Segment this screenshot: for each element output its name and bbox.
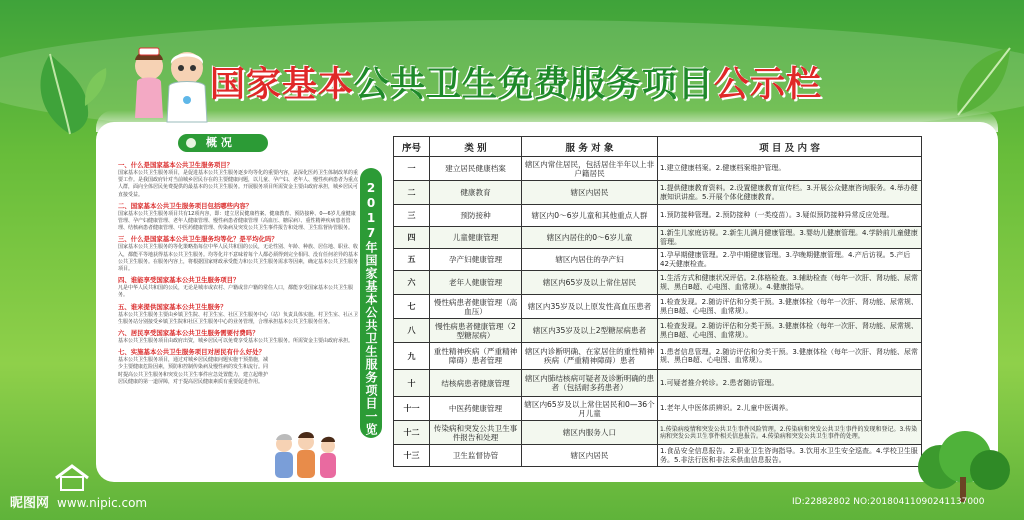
watermark-brand-name: 昵图网: [10, 496, 50, 511]
vertical-banner: [342, 168, 382, 438]
cell-no: 七: [394, 295, 430, 319]
cell-target: 辖区内65岁及以上常住居民: [522, 271, 658, 295]
overview-answer: 凡是中华人民共和国的公民，无论是城市或农村、户籍或非户籍的常住人口，都能享受国家基本公共卫生服务。: [118, 285, 354, 299]
header-items: 项 目 及 内 容: [658, 137, 922, 157]
cell-items: 1.孕早期健康管理。2.孕中期健康管理。3.孕晚期健康管理。4.产后访视。5.产后42天健康检查。: [658, 249, 922, 271]
cell-no: 三: [394, 205, 430, 227]
cell-items: 1.患者信息管理。2.随访评估和分类干预。3.健康体检（每年一次肝、肾功能、尿常规、黑白B超、心电图、血常规）。: [658, 343, 922, 370]
header-category: 类 别: [430, 137, 522, 157]
header-no: 序号: [394, 137, 430, 157]
overview-answer: 基本公共卫生服务项目由政府出资，城乡居民可以免费享受基本公共卫生服务。所需资金主要由政府承担。: [118, 338, 354, 345]
overview-section: [118, 276, 358, 299]
cell-items: 1.预防接种管理。2.预防接种（一类疫苗）。3.疑似预防接种异常反应处理。: [658, 205, 922, 227]
cell-no: 十三: [394, 445, 430, 467]
cell-category: 建立居民健康档案: [430, 157, 522, 181]
cell-category: 健康教育: [430, 181, 522, 205]
cell-no: 十二: [394, 421, 430, 445]
overview-section: [118, 235, 358, 273]
cell-target: 辖区内居民: [522, 445, 658, 467]
cell-category: 老年人健康管理: [430, 271, 522, 295]
cell-items: 1.老年人中医体质辨识。2.儿童中医调养。: [658, 397, 922, 421]
cell-items: 1.可疑者推介转诊。2.患者随访管理。: [658, 370, 922, 397]
overview-answer: 基本公共卫生服务项目，通过对城乡居民健康问题实施干预措施，减少主要健康危险因素，预防和控制传染病及慢性病的发生和流行。同时提高公共卫生服务和突发公共卫生事件应急处置能力，建立起维护居民健康的第一道屏障，对于提高居民健康素质有重要促进作用。: [118, 357, 269, 385]
cell-category: 预防接种: [430, 205, 522, 227]
table-header-row: [394, 137, 922, 157]
overview-question: 三、什么是国家基本公共卫生服务均等化？是平均化吗？: [118, 235, 278, 244]
cell-no: 八: [394, 319, 430, 343]
cell-category: 传染病和突发公共卫生事件报告和处理: [430, 421, 522, 445]
cell-no: 五: [394, 249, 430, 271]
leaf-right-icon: [948, 40, 1018, 120]
table-row: [394, 227, 922, 249]
table-row: [394, 271, 922, 295]
header-target: 服 务 对 象: [522, 137, 658, 157]
overview-answer: 国家基本公共卫生服务的等化策略指每位中华人民共和国的公民，无论性别、年龄、种族、居住地、职业、收入，都能平等地获得基本公共卫生服务。均等化并不意味着每个人都必须得到完全相同、没有任何差异的基本公共卫生服务。在服务内容上，将根据国家财政承受能力和公共卫生服务需求等因素，确定基本公共卫生服务项目。: [118, 244, 358, 273]
cell-no: 十一: [394, 397, 430, 421]
overview-tag: [178, 134, 268, 152]
cell-category: 儿童健康管理: [430, 227, 522, 249]
services-table: [393, 136, 922, 467]
cell-target: 辖区内35岁及以上2型糖尿病患者: [522, 319, 658, 343]
cell-items: 1.新生儿家庭访视。2.新生儿满月健康管理。3.婴幼儿健康管理。4.学龄前儿童健康管理。: [658, 227, 922, 249]
overview-section: [118, 303, 358, 326]
cell-category: 中医药健康管理: [430, 397, 522, 421]
page-title: [210, 56, 930, 114]
overview-question: 七、实施基本公共卫生服务项目对居民有什么好处？: [118, 348, 265, 357]
overview-question: 一、什么是国家基本公共卫生服务项目？: [118, 161, 234, 169]
cell-items: 1.生活方式和健康状况评估。2.体格检查。3.辅助检查（每年一次肝、肾功能、尿常规、黑白B超、心电图、血常规）。4.健康指导。: [658, 271, 922, 295]
cell-no: 二: [394, 181, 430, 205]
cell-no: 六: [394, 271, 430, 295]
cell-items: 1.检查发现。2.随访评估和分类干预。3.健康体检（每年一次肝、肾功能、尿常规、黑白B超、心电图、血常规）。: [658, 295, 922, 319]
table-row: [394, 343, 922, 370]
cell-category: 结核病患者健康管理: [430, 370, 522, 397]
table-row: [394, 295, 922, 319]
title-part-1: 国家基本: [210, 64, 355, 105]
overview-column: [118, 158, 358, 448]
overview-answer: 基本公共卫生服务主要由乡镇卫生院、村卫生室、社区卫生服务中心（站）负责具体实施。村卫生室、社区卫生服务站分别接受乡镇卫生院和社区卫生服务中心的业务管理，合理承担基本公共卫生服务任务。: [118, 311, 358, 325]
cell-no: 一: [394, 157, 430, 181]
overview-answer: 国家基本公共卫生服务项目，是促进基本公共卫生服务逐步均等化的重要内容，是深化医药卫生体制改革的重要工作。是我国政府针对当前城乡居民存在的主要健康问题，以儿童、孕产妇、老年人、慢性疾病患者为重点人群，面向全体居民免费提供的最基本的公共卫生服务。开展服务项目所需资金主要由政府承担，城乡居民可直接受益。: [118, 170, 358, 198]
title-part-2: 公共卫生免费服务项目: [354, 64, 715, 105]
cell-target: 辖区内诊断明确、在家居住的重性精神疾病（严重精神障碍）患者: [522, 343, 658, 370]
overview-section: [118, 329, 358, 345]
overview-section: [118, 202, 358, 233]
cell-category: 卫生监督协管: [430, 445, 522, 467]
cell-target: 辖区内居住的孕产妇: [522, 249, 658, 271]
cell-items: 1.食品安全信息报告。2.职业卫生咨询指导。3.饮用水卫生安全巡查。4.学校卫生服务。5.非法行医和非法采供血信息报告。: [658, 445, 922, 467]
watermark-url: www.nipic.com: [57, 496, 148, 510]
overview-question: 四、谁能享受国家基本公共卫生服务项目？: [118, 276, 240, 285]
cell-target: 辖区内常住居民，包括居住半年以上非户籍居民: [522, 157, 658, 181]
table-row: [394, 157, 922, 181]
table-row: [394, 370, 922, 397]
cell-target: 辖区内居住的0～6岁儿童: [522, 227, 658, 249]
family-illustration-icon: [270, 428, 342, 480]
overview-question: 五、谁来提供国家基本公共卫生服务？: [118, 302, 227, 311]
title-part-3: 公示栏: [714, 64, 823, 105]
table-row: [394, 181, 922, 205]
cell-category: 孕产妇健康管理: [430, 249, 522, 271]
table-row: [394, 319, 922, 343]
cell-items: 1.检查发现。2.随访评估和分类干预。3.健康体检（每年一次肝、肾功能、尿常规、黑白B超、心电图、血常规）。: [658, 319, 922, 343]
house-leaf-icon: [52, 462, 92, 492]
table-row: [394, 421, 922, 445]
overview-tag-label: 概 况: [206, 136, 232, 149]
overview-question: 二、国家基本公共卫生服务项目包括哪些内容？: [118, 201, 253, 210]
cell-no: 十: [394, 370, 430, 397]
cell-category: 慢性病患者健康管理（2型糖尿病）: [430, 319, 522, 343]
watermark-id: ID:22882802 NO:20180411090241137000: [792, 497, 985, 507]
cell-target: 辖区内居民: [522, 181, 658, 205]
table-row: [394, 205, 922, 227]
cell-no: 四: [394, 227, 430, 249]
cell-items: 1.提供健康教育资料。2.设置健康教育宣传栏。3.开展公众健康咨询服务。4.举办健康知识讲座。5.开展个体化健康教育。: [658, 181, 922, 205]
watermark-brand: [10, 492, 147, 514]
vertical-banner-text: 2017年国家基本公共卫生服务项目一览表: [342, 180, 378, 436]
cell-category: 慢性病患者健康管理（高血压）: [430, 295, 522, 319]
cell-target: 辖区内35岁及以上原发性高血压患者: [522, 295, 658, 319]
cell-target: 辖区内0～6岁儿童和其他重点人群: [522, 205, 658, 227]
plant-decoration-icon: [905, 422, 1015, 502]
doctor-nurse-mascot-icon: [125, 40, 215, 130]
cell-items: 1.传染病疫情和突发公共卫生事件风险管理。2.传染病和突发公共卫生事件的发现和登记。3.传染病和突发公共卫生事件相关信息报告。4.传染病和突发公共卫生事件的处理。: [658, 421, 922, 445]
overview-section: [118, 161, 358, 199]
cell-target: 辖区内服务人口: [522, 421, 658, 445]
cell-no: 九: [394, 343, 430, 370]
overview-answer: 国家基本公共卫生服务项目共有12项内容，即：建立居民健康档案、健康教育、预防接种、0—6岁儿童健康管理、孕产妇健康管理、老年人健康管理、慢性病患者健康管理（高血压、糖尿病）、重性精神疾病患者管理、结核病患者健康管理、中医药健康管理、传染病及突发公共卫生事件报告和处理、卫生监督协管服务。: [118, 210, 356, 232]
overview-question: 六、居民享受国家基本公共卫生服务需要付费吗？: [118, 329, 259, 338]
cell-category: 重性精神疾病（严重精神障碍）患者管理: [430, 343, 522, 370]
table-row: [394, 445, 922, 467]
table-row: [394, 397, 922, 421]
bullet-icon: [186, 138, 196, 148]
cell-items: 1.建立健康档案。2.健康档案维护管理。: [658, 157, 922, 181]
overview-section: [118, 348, 358, 386]
cell-target: 辖区内肺结核病可疑者及诊断明确的患者（包括耐多药患者）: [522, 370, 658, 397]
table-row: [394, 249, 922, 271]
cell-target: 辖区内65岁及以上常住居民和0—36个月儿童: [522, 397, 658, 421]
